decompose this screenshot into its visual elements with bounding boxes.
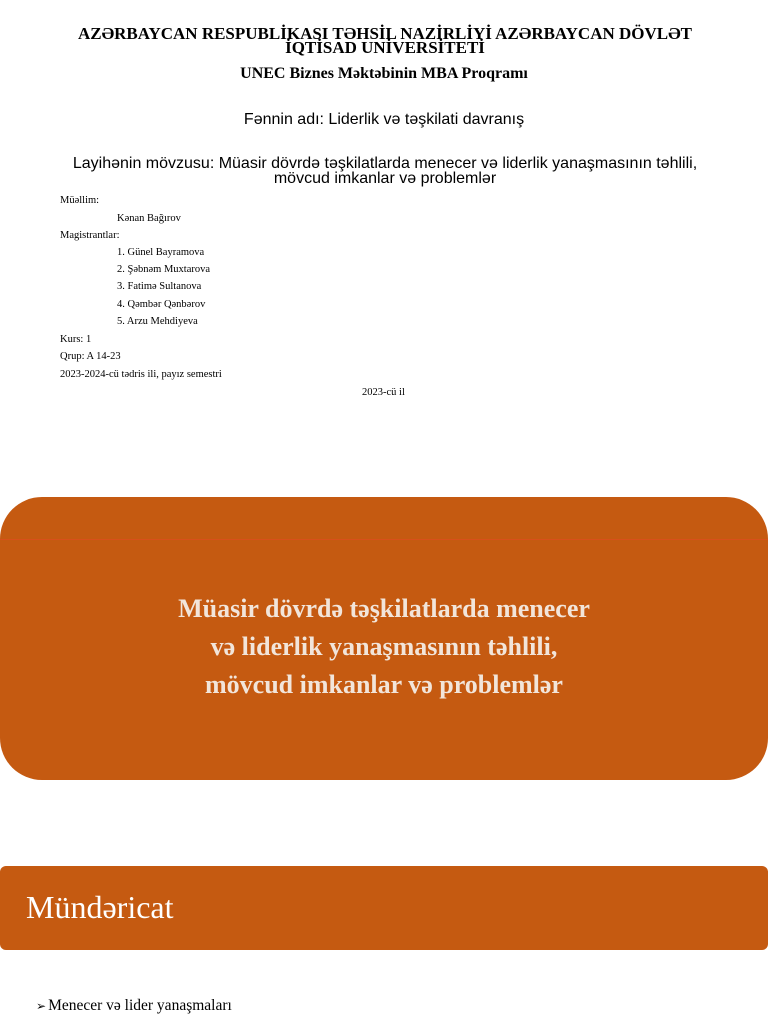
student-item: 5. Arzu Mehdiyeva [117,315,198,327]
slide-title-line-3: mövcud imkanlar və problemlər [205,670,563,699]
slide-divider [0,539,768,540]
subject-name: Fənnin adı: Liderlik və təşkilati davranış [243,111,525,128]
student-item: 3. Fatimə Sultanova [117,281,202,293]
group-info: Qrup: A 14-23 [60,351,121,362]
contents-item [36,996,232,1020]
project-topic-line-1: Layihənin mövzusu: Müasir dövrdə təşkilatlarda menecer və liderlik yanaşmasının təhlili, [72,155,698,172]
students-list [117,246,210,332]
title-slide-banner [0,497,768,780]
project-topic-line-2: mövcud imkanlar və problemlər [273,170,497,187]
slide-title [0,590,768,704]
teacher-label: Müəllim: [60,195,100,206]
ministry-heading [40,24,730,57]
students-label: Magistrantlar: [60,230,120,241]
course-info: Kurs: 1 [60,334,92,345]
slide-title-line-2: və liderlik yanaşmasının təhlili, [210,632,558,661]
ministry-line-2: İQTİSAD UNİVERSİTETİ [285,38,485,57]
student-item: 1. Günel Bayramova [117,247,205,258]
project-topic [40,156,730,186]
program-title: UNEC Biznes Məktəbinin MBA Proqramı [240,65,528,82]
slide-title-line-1: Müasir dövrdə təşkilatlarda menecer [178,594,590,623]
contents-list [36,996,232,1020]
student-item: 4. Qəmbər Qənbərov [117,298,206,310]
year-info: 2023-cü il [362,387,405,398]
contents-title: Mündəricat [26,889,174,925]
teacher-name: Kənan Bağırov [117,213,181,224]
semester-info: 2023-2024-cü tədris ili, payız semestri [60,369,222,380]
student-item: 2. Şəbnəm Muxtarova [117,264,211,276]
contents-item-label: Menecer və lider yanaşmaları [48,997,232,1014]
ministry-line-1: AZƏRBAYCAN RESPUBLİKASI TƏHSİL NAZİRLİYİ AZƏRBAYCAN DÖVLƏT [77,24,693,43]
contents-header-bar [0,866,768,950]
arrow-bullet-icon: ➢ [36,999,47,1013]
